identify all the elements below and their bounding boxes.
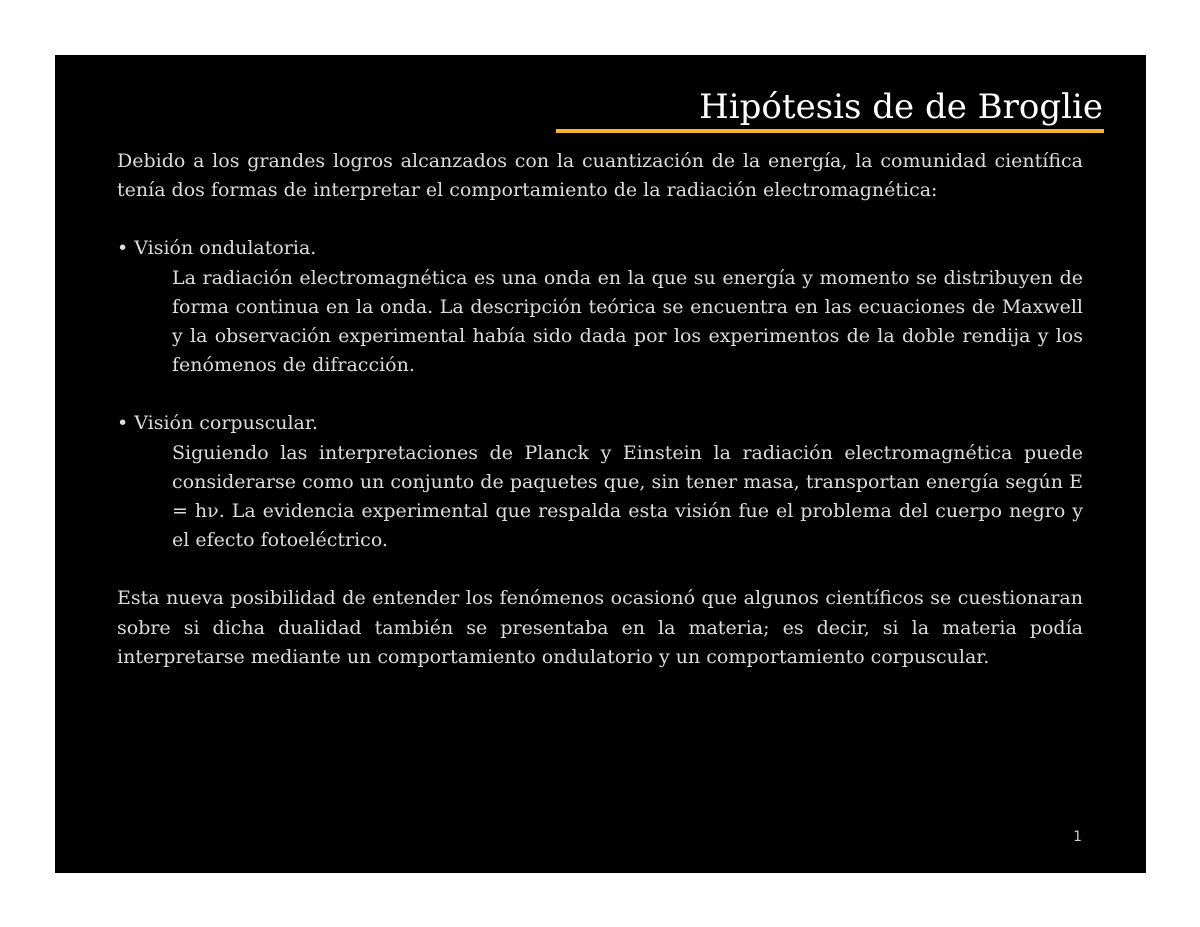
title-underline (556, 129, 1104, 133)
bullet-text-corpuscular: Siguiendo las interpretaciones de Planck y Einstein la radiación electromagnética puede considerarse como un conjunto de paquetes que, sin tener masa, transportan energía según E = hν. La evidencia experimental que respalda esta visión fue el problema del cuerpo negro y el efecto fotoeléctrico. (172, 441, 1083, 552)
bullet-text-wave: La radiación electromagnética es una onda en la que su energía y momento se distribuyen de forma continua en la onda. La descripción teórica se encuentra en las ecuaciones de Maxwell y la observación experimental había sido dada por los experimentos de la doble rendija y los fenómenos de difracción. (172, 266, 1083, 377)
bullet-label-corpuscular: • Visión corpuscular. (117, 412, 318, 435)
spacer (117, 380, 1083, 409)
intro-paragraph: Debido a los grandes logros alcanzados con la cuantización de la energía, la comunidad científica tenía dos formas de interpretar el comportamiento de la radiación electromagnética: (117, 150, 1083, 202)
conclusion-paragraph: Esta nueva posibilidad de entender los fenómenos ocasionó que algunos científicos se cuestionaran sobre si dicha dualidad también se presentaba en la materia; es decir, si la materia podía interpretarse mediante un comportamiento ondulatorio y un comportamiento corpuscular. (117, 587, 1083, 668)
bullet-label-wave: • Visión ondulatoria. (117, 237, 317, 260)
spacer (117, 205, 1083, 234)
slide (55, 55, 1146, 873)
slide-title: Hipótesis de de Broglie (699, 87, 1103, 127)
slide-body (117, 147, 1083, 672)
spacer (117, 555, 1083, 584)
page-number: 1 (1073, 829, 1082, 845)
